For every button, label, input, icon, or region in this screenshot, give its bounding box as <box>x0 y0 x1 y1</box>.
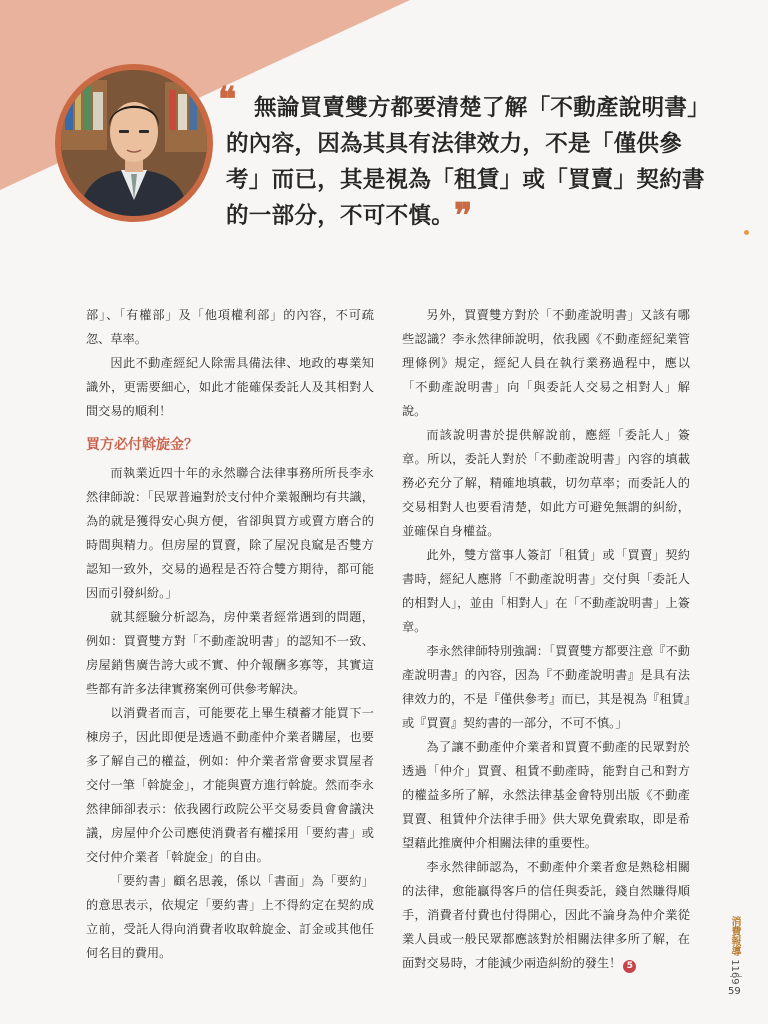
page-number: 59 <box>728 986 741 997</box>
right-column <box>402 303 690 975</box>
issue-number: 1169 <box>729 959 740 985</box>
pull-quote <box>218 80 706 236</box>
paragraph: 李永然律師認為，不動產仲介業者愈是熟稔相關的法律，愈能贏得客戶的信任與委託，錢自然賺得順手，消費者付費也付得開心，因此不論身為仲介業從業人員或一般民眾都應該對於相關法律多所了解，在面對交易時，才能減少兩造糾紛的發生！ <box>402 860 690 970</box>
portrait-illustration <box>61 70 207 216</box>
paragraph: 而該說明書於提供解說前，應經「委託人」簽章。所以，委託人對於「不動產說明書」內容的填載務必充分了解，精確地填載，切勿草率；而委託人的交易相對人也要看清楚，如此方可避免無謂的糾紛，並確保自身權益。 <box>402 428 690 538</box>
divider <box>730 976 742 977</box>
paragraph: 而執業近四十年的永然聯合法律事務所所長李永然律師說：「民眾普遍對於支付仲介業報酬均有共識，為的就是獲得安心與方便，省卻與買方或賣方磨合的時間與精力。但房屋的買賣，除了屋況良窳是否雙方認知一致外，交易的過程是否符合雙方期待，都可能因而引發糾紛。」 <box>86 466 374 600</box>
end-of-article-icon: 5 <box>623 960 636 973</box>
paragraph: 部」、「有權部」及「他項權利部」的內容，不可疏忽、草率。 <box>86 308 374 346</box>
section-heading: 買方必付斡旋金？ <box>86 437 198 453</box>
paragraph: 就其經驗分析認為，房仲業者經常遇到的問題，例如：買賣雙方對「不動產說明書」的認知不一致、房屋銷售廣告誇大或不實、仲介報酬多寡等，其實這些都有許多法律實務案例可供參考解決。 <box>86 610 374 696</box>
paragraph: 「要約書」顧名思義，係以「書面」為「要約」的意思表示，依規定「要約書」上不得約定在契約成立前，受託人得向消費者收取斡旋金、訂金或其他任何名目的費用。 <box>86 874 374 960</box>
paragraph: 為了讓不動產仲介業者和買賣不動產的民眾對於透過「仲介」買賣、租賃不動產時，能對自己和對方的權益多所了解，永然法律基金會特別出版《不動產買賣、租賃仲介法律手冊》供大眾免費索取，即是希望藉此推廣仲介相關法律的重要性。 <box>402 740 690 850</box>
paragraph: 另外，買賣雙方對於「不動產說明書」又該有哪些認識？李永然律師說明，依我國《不動產經紀業管理條例》規定，經紀人員在執行業務過程中，應以「不動產說明書」向「與委託人交易之相對人」解說。 <box>402 308 690 418</box>
open-quote-mark: ❝ <box>218 80 237 120</box>
author-portrait <box>55 64 213 222</box>
decorative-dot <box>744 230 749 235</box>
left-column <box>86 303 374 965</box>
paragraph: 以消費者而言，可能要花上畢生積蓄才能買下一棟房子，因此即便是透過不動產仲介業者購屋，也要多了解自己的權益，例如：仲介業者常會要求買屋者交付一筆「斡旋金」，才能與賣方進行斡旋。然而李永然律師卻表示：依我國行政院公平交易委員會會議決議，房屋仲介公司應使消費者有權採用「要約書」或交付仲介業者「斡旋金」的自由。 <box>86 706 374 864</box>
pull-quote-text: 無論買賣雙方都要清楚了解「不動產說明書」的內容，因為其具有法律效力，不是「僅供參考」而已，其是視為「租賃」或「買賣」契約書的一部分，不可不慎。 <box>226 95 705 229</box>
paragraph: 因此不動產經紀人除需具備法律、地政的專業知識外，更需要細心，如此才能確保委託人及其相對人間交易的順利！ <box>86 356 374 418</box>
close-quote-mark: ❞ <box>454 196 473 236</box>
paragraph: 李永然律師特別強調：「買賣雙方都要注意『不動產說明書』的內容，因為『不動產說明書』是具有法律效力的，不是『僅供參考』而已，其是視為『租賃』或『買賣』契約書的一部分，不可不慎。」 <box>402 644 690 730</box>
magazine-name: 消費報導 <box>729 916 740 956</box>
paragraph: 此外，雙方當事人簽訂「租賃」或「買賣」契約書時，經紀人應將「不動產說明書」交付與「委託人的相對人」，並由「相對人」在「不動產說明書」上簽章。 <box>402 548 690 634</box>
magazine-issue-label <box>728 916 742 985</box>
